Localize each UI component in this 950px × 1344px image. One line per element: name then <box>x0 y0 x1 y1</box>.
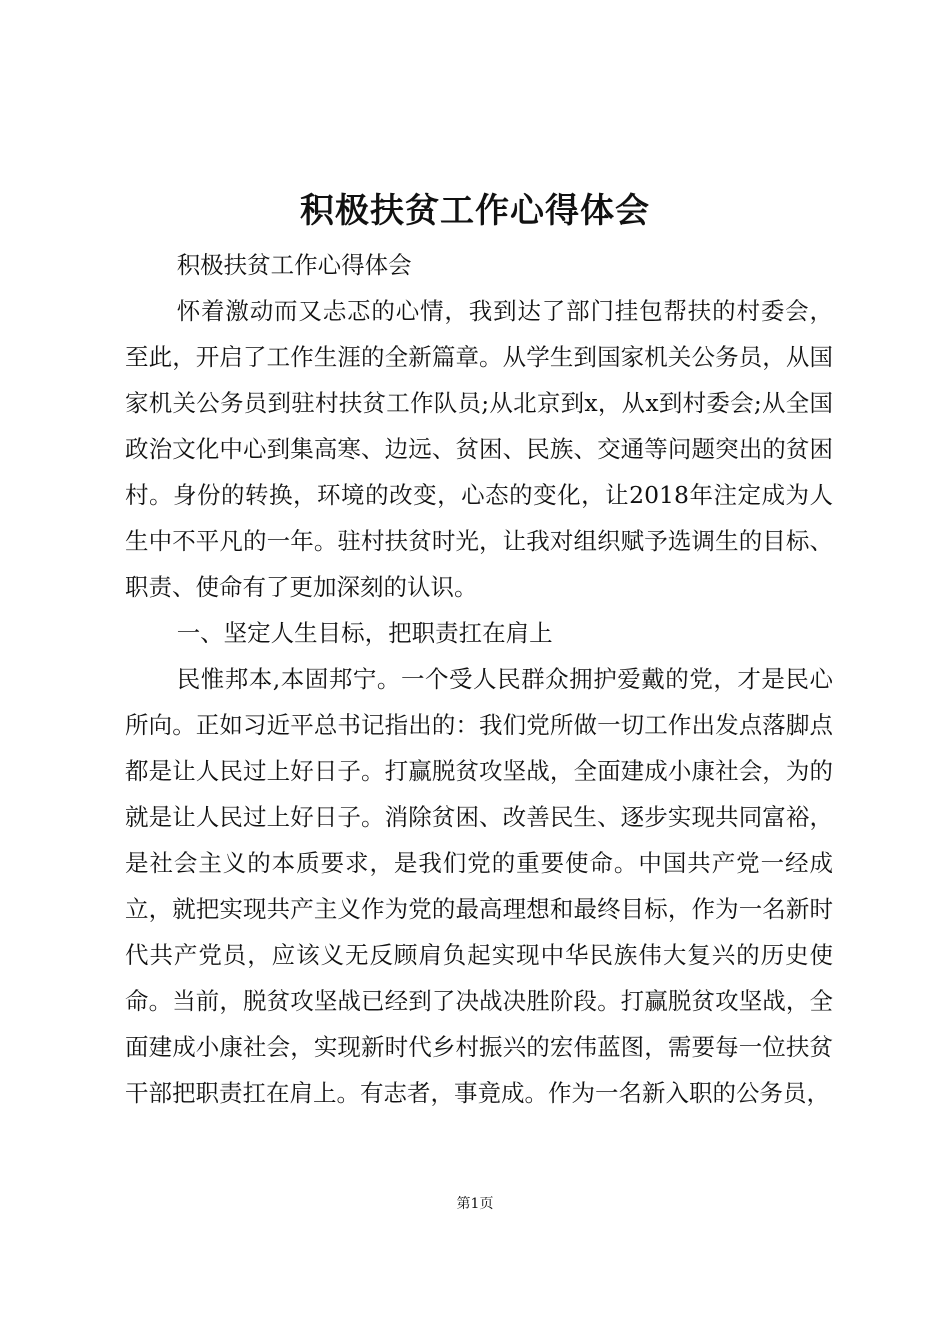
paragraph-subtitle: 积极扶贫工作心得体会 <box>176 251 412 279</box>
document-title: 积极扶贫工作心得体会 <box>300 191 650 231</box>
section-heading-1: 一、坚定人生目标，把职责扛在肩上 <box>176 619 553 647</box>
page-number: 第1页 <box>456 1196 494 1212</box>
paragraph-intro: 怀着激动而又忐忑的心情，我到达了部门挂包帮扶的村委会，至此，开启了工作生涯的全新篇章。从学生到国家机关公务员，从国家机关公务员到驻村扶贫工作队员;从北京到x，从x到村委会;从全国政治文化中心到集高寒、边远、贫困、民族、交通等问题突出的贫困村。身份的转换，环境的改变，心态的变化，让2018年注定成为人生中不平凡的一年。驻村扶贫时光，让我对组织赋予选调生的目标、职责、使命有了更加深刻的认识。 <box>125 297 833 601</box>
document-body <box>125 242 833 1116</box>
paragraph-section-1: 民惟邦本,本固邦宁。一个受人民群众拥护爱戴的党，才是民心所向。正如习近平总书记指出的：我们党所做一切工作出发点落脚点都是让人民过上好日子。打赢脱贫攻坚战，全面建成小康社会，为的就是让人民过上好日子。消除贫困、改善民生、逐步实现共同富裕，是社会主义的本质要求，是我们党的重要使命。中国共产党一经成立，就把实现共产主义作为党的最高理想和最终目标，作为一名新时代共产党员，应该义无反顾肩负起实现中华民族伟大复兴的历史使命。当前，脱贫攻坚战已经到了决战决胜阶段。打赢脱贫攻坚战，全面建成小康社会，实现新时代乡村振兴的宏伟蓝图，需要每一位扶贫干部把职责扛在肩上。有志者，事竟成。作为一名新入职的公务员， <box>125 665 833 1107</box>
